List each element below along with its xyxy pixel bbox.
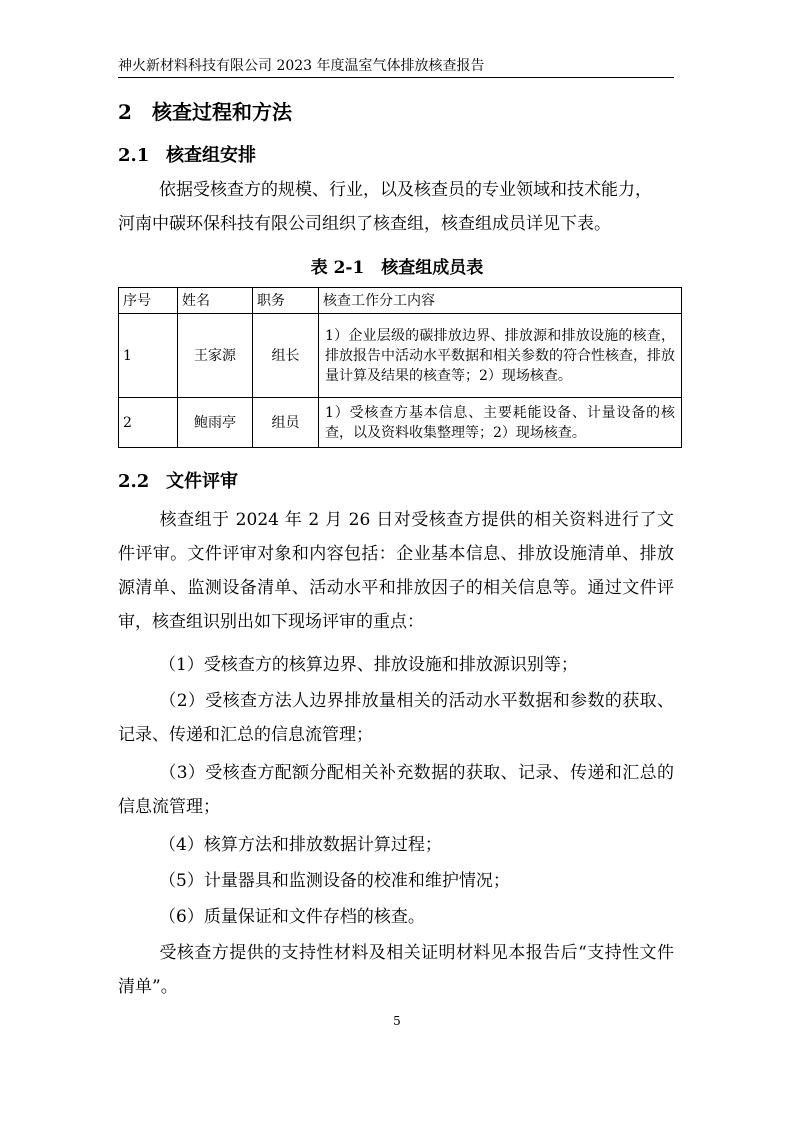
subsection-title: 核查组安排 xyxy=(166,145,256,166)
table-header-cell: 核查工作分工内容 xyxy=(319,288,682,314)
table-cell-name: 王家源 xyxy=(178,314,253,398)
table-cell-no: 1 xyxy=(119,314,178,398)
subsection-heading-2-1 xyxy=(118,141,256,167)
review-item-1: （1）受核查方的核算边界、排放设施和排放源识别等； xyxy=(159,655,578,675)
page-number: 5 xyxy=(393,1014,401,1028)
running-header: 神火新材料科技有限公司 2023 年度温室气体排放核查报告 xyxy=(118,58,485,74)
section-title: 核查过程和方法 xyxy=(152,100,292,124)
closing-paragraph: 受核查方提供的支持性材料及相关证明材料见本报告后“支持性文件清单”。 xyxy=(118,943,674,997)
team-paragraph xyxy=(118,173,674,241)
table-header-cell: 职务 xyxy=(253,288,319,314)
section-number: 2 xyxy=(118,100,132,124)
section-heading xyxy=(118,96,292,125)
team-paragraph-line-1: 依据受核查方的规模、行业，以及核查员的专业领域和技术能力， xyxy=(159,180,652,200)
table-row xyxy=(119,314,682,398)
review-item-2: （2）受核查方法人边界排放量相关的活动水平数据和参数的获取、记录、传递和汇总的信息流管理； xyxy=(118,691,674,745)
table-cell-name: 鲍雨亭 xyxy=(178,398,253,448)
review-paragraph xyxy=(118,503,674,639)
review-paragraph-text: 核查组于 2024 年 2 月 26 日对受核查方提供的相关资料进行了文件评审。文件评审对象和内容包括：企业基本信息、排放设施清单、排放源清单、监测设备清单、活动水平和排放因子的相关信息等。通过文件评审，核查组识别出如下现场评审的重点： xyxy=(118,510,674,632)
header-divider xyxy=(118,77,674,78)
review-item-6: （6）质量保证和文件存档的核查。 xyxy=(159,907,425,927)
table-header-row xyxy=(119,288,682,314)
table-row xyxy=(119,398,682,448)
table-cell-role: 组员 xyxy=(253,398,319,448)
table-cell-duty: 1）企业层级的碳排放边界、排放源和排放设施的核查，排放报告中活动水平数据和相关参数的符合性核查，排放量计算及结果的核查等；2）现场核查。 xyxy=(319,314,682,398)
subsection-number: 2.1 xyxy=(118,145,150,166)
subsection-number: 2.2 xyxy=(118,471,150,492)
review-item-5: （5）计量器具和监测设备的校准和维护情况； xyxy=(159,871,510,891)
table-cell-duty: 1）受核查方基本信息、主要耗能设备、计量设备的核查，以及资料收集整理等；2）现场核查。 xyxy=(319,398,682,448)
table-cell-role: 组长 xyxy=(253,314,319,398)
review-item-3: （3）受核查方配额分配相关补充数据的获取、记录、传递和汇总的信息流管理； xyxy=(118,763,674,817)
subsection-title: 文件评审 xyxy=(166,471,238,492)
team-table xyxy=(118,287,682,448)
table-cell-no: 2 xyxy=(119,398,178,448)
table-header-cell: 序号 xyxy=(119,288,178,314)
table-caption: 表 2-1 核查组成员表 xyxy=(310,258,484,278)
team-paragraph-line-2: 河南中碳环保科技有限公司组织了核查组，核查组成员详见下表。 xyxy=(118,214,611,234)
subsection-heading-2-2 xyxy=(118,467,238,493)
review-item-4: （4）核算方法和排放数据计算过程； xyxy=(159,835,442,855)
table-header-cell: 姓名 xyxy=(178,288,253,314)
